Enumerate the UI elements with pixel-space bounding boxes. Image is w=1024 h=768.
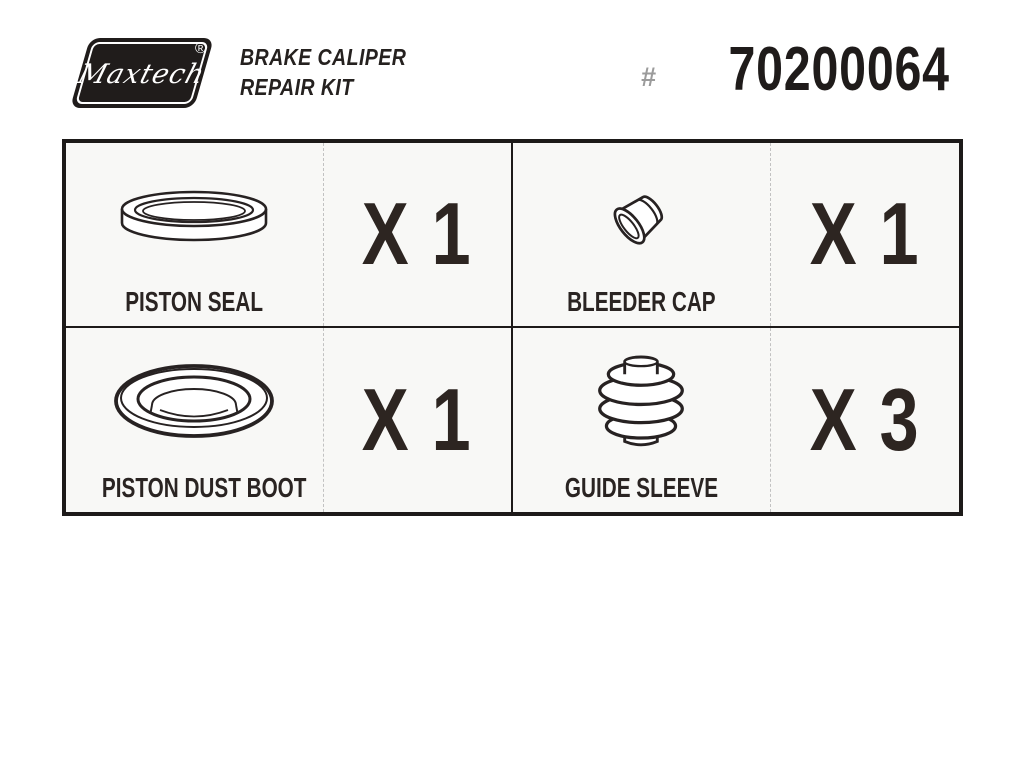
brand-name: Maxtech bbox=[74, 58, 209, 90]
product-title-line2: REPAIR KIT bbox=[240, 74, 354, 100]
maxtech-logo-badge bbox=[70, 38, 214, 108]
guide-sleeve-icon bbox=[593, 355, 689, 451]
quantity-label: X 1 bbox=[809, 184, 921, 284]
parts-grid bbox=[62, 139, 963, 516]
part-area bbox=[513, 143, 772, 326]
part-cell-guide-sleeve bbox=[513, 328, 960, 513]
part-number: 70200064 bbox=[728, 35, 950, 104]
hash-symbol: # bbox=[641, 62, 657, 92]
part-area bbox=[66, 328, 324, 513]
part-cell-bleeder-cap bbox=[513, 143, 960, 328]
registered-trademark-icon: ® bbox=[194, 40, 207, 57]
part-label: PISTON SEAL bbox=[125, 285, 264, 317]
piston-dust-boot-icon bbox=[112, 359, 276, 447]
part-area bbox=[66, 143, 324, 326]
quantity-area bbox=[771, 143, 959, 326]
part-cell-piston-dust-boot bbox=[66, 328, 513, 513]
quantity-label: X 1 bbox=[361, 369, 473, 469]
part-area bbox=[513, 328, 772, 513]
quantity-area bbox=[324, 143, 511, 326]
quantity-area bbox=[324, 328, 511, 513]
part-label: PISTON DUST BOOT bbox=[101, 472, 307, 503]
bleeder-cap-icon bbox=[603, 179, 679, 255]
part-label: BLEEDER CAP bbox=[567, 285, 716, 317]
quantity-area bbox=[771, 328, 959, 513]
quantity-label: X 1 bbox=[361, 184, 473, 284]
part-number-block bbox=[641, 35, 950, 104]
piston-seal-icon bbox=[119, 185, 269, 249]
product-title-line1: BRAKE CALIPER bbox=[240, 44, 407, 70]
part-cell-piston-seal bbox=[66, 143, 513, 328]
product-title bbox=[240, 42, 436, 102]
part-label: GUIDE SLEEVE bbox=[564, 472, 719, 503]
quantity-label: X 3 bbox=[809, 369, 921, 469]
